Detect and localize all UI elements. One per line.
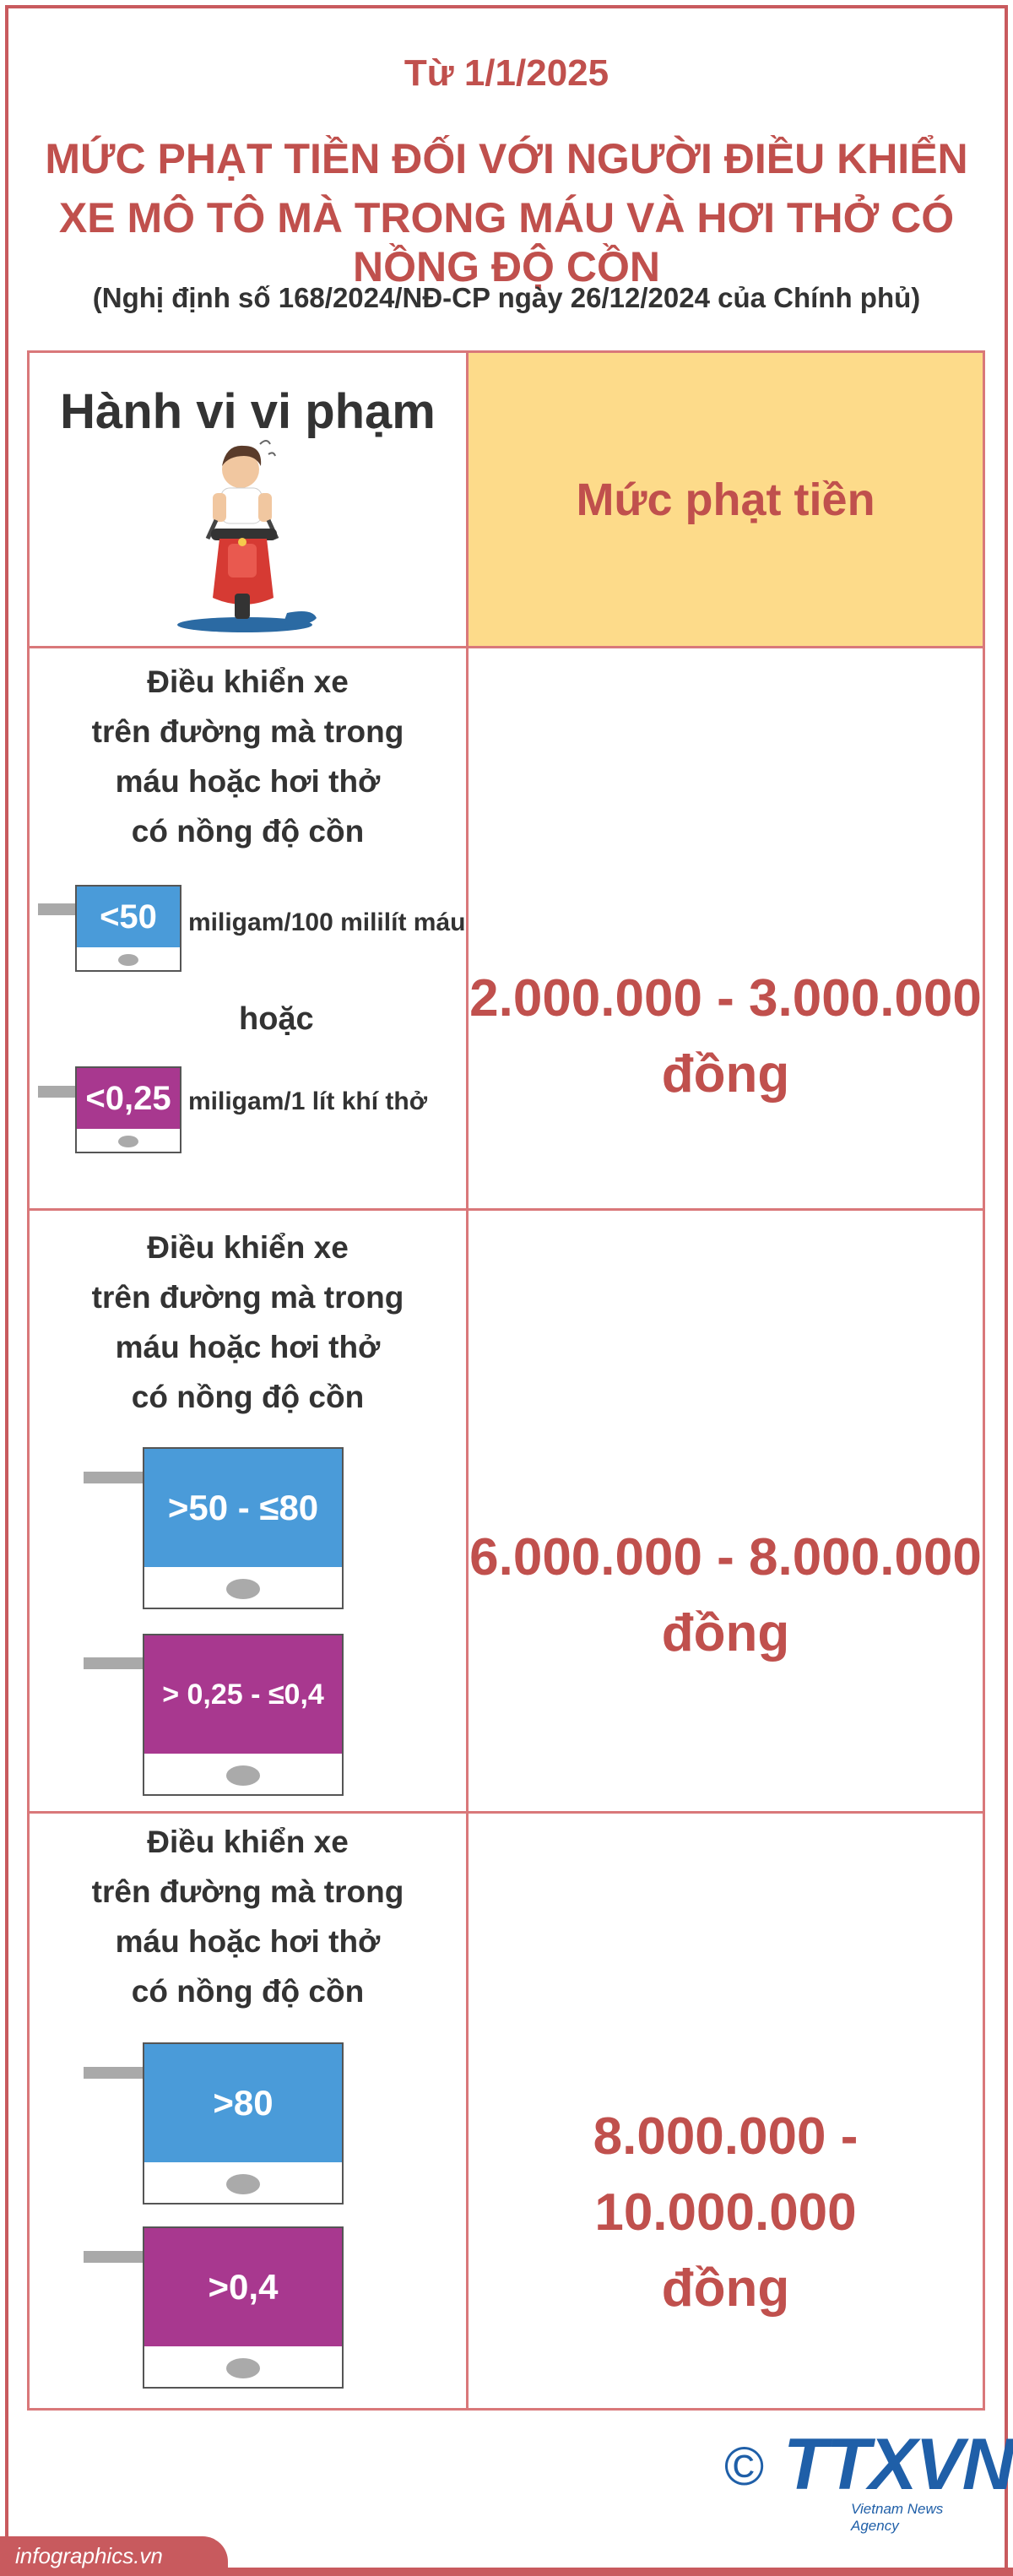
title-line-1: MỨC PHẠT TIỀN ĐỐI VỚI NGƯỜI ĐIỀU KHIỂN (45, 135, 968, 182)
meter-tab (38, 1086, 75, 1098)
desc-line: có nồng độ cồn (131, 814, 365, 849)
blood-meter-value: <50 (77, 887, 180, 947)
desc-line: máu hoặc hơi thở (115, 1330, 381, 1364)
motorbike-rider-icon (160, 437, 329, 636)
meter-button-icon (118, 954, 138, 966)
subtitle: (Nghị định số 168/2024/NĐ-CP ngày 26/12/2024 của Chính phủ) (92, 282, 921, 313)
desc-line: Điều khiển xe (147, 664, 349, 699)
header-date: Từ 1/1/2025 (404, 52, 609, 94)
blood-meter-value: >50 - ≤80 (144, 1449, 342, 1567)
fine-table (27, 350, 985, 2411)
desc-line: máu hoặc hơi thở (115, 764, 381, 799)
footer-source-bar (0, 2536, 228, 2576)
logo-name: TTXVN (783, 2424, 1013, 2505)
fine-currency: đồng (661, 1604, 790, 1662)
footer-source-link[interactable]: infographics.vn (15, 2543, 163, 2568)
meter-button-icon (226, 1579, 260, 1599)
meter-tab (84, 2067, 143, 2079)
title-line-2: XE MÔ TÔ MÀ TRONG MÁU VÀ HƠI THỞ CÓ NỒNG ĐỘ CỒN (58, 194, 955, 290)
blood-meter-value: >80 (144, 2044, 342, 2162)
fine-currency: đồng (661, 2259, 790, 2318)
fine-amount: 6.000.000 - 8.000.000 (469, 1528, 982, 1586)
desc-line: trên đường mà trong (91, 1874, 404, 1909)
breath-meter-value: >0,4 (144, 2228, 342, 2346)
row1-fine (469, 961, 983, 1113)
blood-unit: miligam/100 mililít máu (188, 908, 466, 936)
fine-header-label: Mức phạt tiền (576, 474, 875, 525)
desc-line: có nồng độ cồn (131, 1380, 365, 1414)
breath-meter-value: > 0,25 - ≤0,4 (144, 1635, 342, 1754)
desc-line: máu hoặc hơi thở (115, 1924, 381, 1959)
logo-tagline: Vietnam News Agency (851, 2501, 944, 2534)
meter-tab (38, 903, 75, 915)
blood-alcohol-meter (143, 2042, 344, 2205)
meter-button-icon (226, 2358, 260, 2378)
fine-currency: đồng (661, 1045, 790, 1104)
breath-meter-value: <0,25 (77, 1068, 180, 1129)
desc-line: Điều khiển xe (147, 1825, 349, 1859)
row2-fine (469, 1520, 983, 1672)
desc-line: trên đường mà trong (91, 1280, 404, 1315)
meter-tab (84, 2251, 143, 2263)
violation-header-label: Hành vi vi phạm (60, 384, 436, 439)
fine-amount: 8.000.000 - 10.000.000 (593, 2107, 859, 2242)
meter-tab (84, 1472, 143, 1483)
breath-alcohol-meter (143, 1634, 344, 1796)
copyright-icon: © (724, 2436, 765, 2497)
row1-description (30, 657, 466, 856)
row3-fine (469, 2099, 983, 2327)
ttxvn-logo (724, 2424, 1013, 2534)
fine-header-cell (469, 353, 983, 646)
row2-description (30, 1223, 466, 1422)
row-divider (30, 646, 983, 648)
or-label: hoặc (239, 1001, 314, 1037)
blood-alcohol-meter (143, 1447, 344, 1609)
row-divider (30, 1811, 983, 1814)
row-divider (30, 1208, 983, 1211)
desc-line: Điều khiển xe (147, 1230, 349, 1265)
row3-description (30, 1817, 466, 2016)
meter-button-icon (118, 1136, 138, 1147)
desc-line: có nồng độ cồn (131, 1974, 365, 2009)
violation-header-cell (30, 353, 466, 646)
desc-line: trên đường mà trong (91, 714, 404, 749)
fine-amount: 2.000.000 - 3.000.000 (469, 969, 982, 1028)
breath-alcohol-meter (143, 2226, 344, 2389)
breath-unit: miligam/1 lít khí thở (188, 1087, 428, 1115)
blood-alcohol-meter (75, 885, 181, 972)
meter-tab (84, 1657, 143, 1669)
meter-button-icon (226, 1765, 260, 1786)
meter-button-icon (226, 2174, 260, 2194)
breath-alcohol-meter (75, 1066, 181, 1153)
